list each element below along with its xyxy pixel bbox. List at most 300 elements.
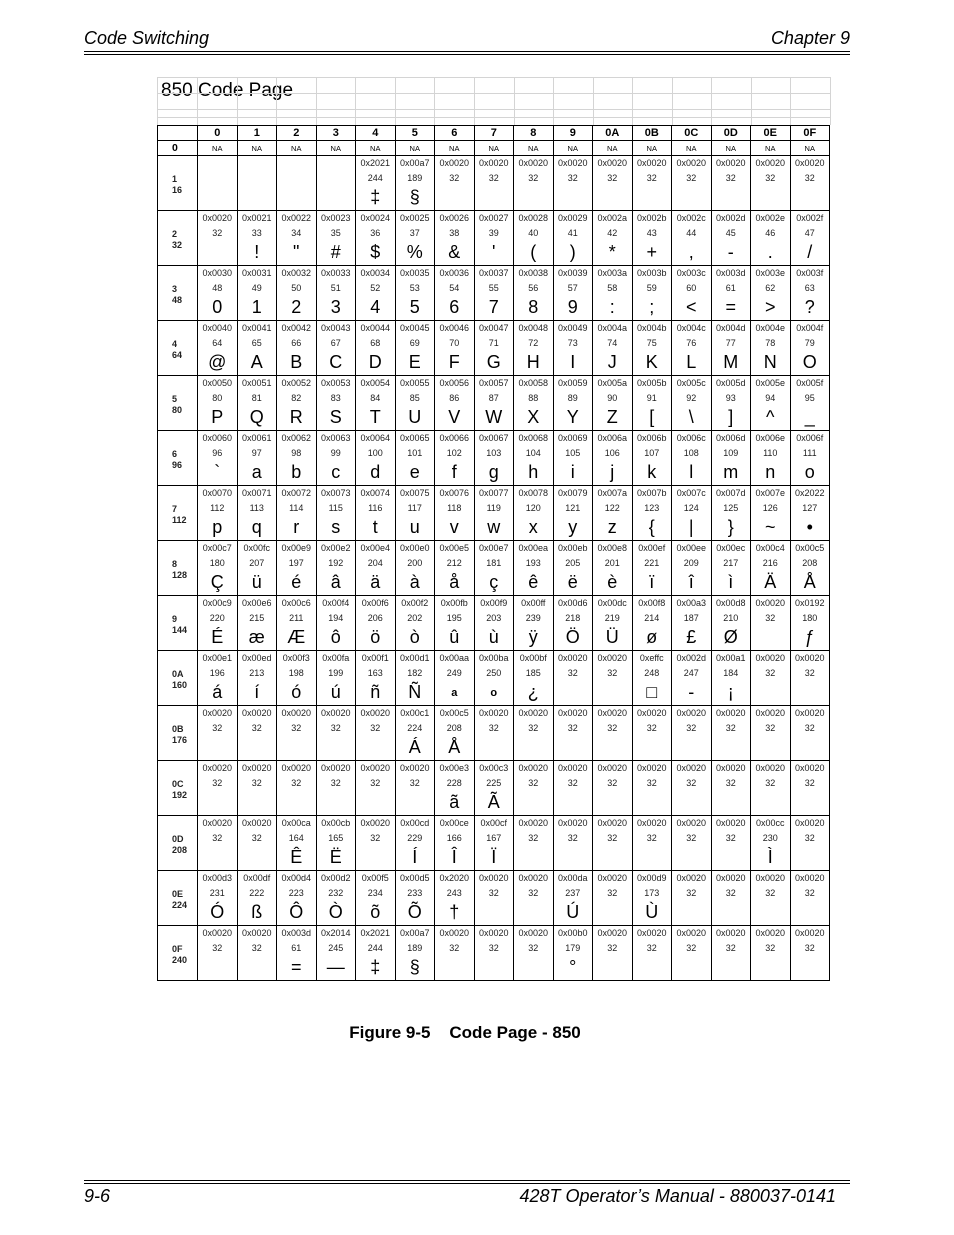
glyph-cell: ‡ [356,955,396,981]
glyph-cell [593,845,633,871]
decimal-code: 32 [711,720,751,735]
glyph-cell: Ù [632,900,672,926]
hex-code: 0x006c [672,431,712,446]
hex-code: 0x00bf [514,651,554,666]
hex-code: 0x0020 [751,871,791,886]
row-label [158,541,198,596]
hex-code: 0x007e [751,486,791,501]
hex-code: 0x00e3 [435,761,475,776]
row-label [158,266,198,321]
glyph-cell: □ [632,680,672,706]
glyph-cell [790,185,830,211]
decimal-code: 59 [632,280,672,295]
glyph-cell: ƒ [790,625,830,651]
table-row-hex [158,651,830,666]
glyph-cell: å [435,570,475,596]
glyph-cell: } [711,515,751,541]
glyph-cell: ö [356,625,396,651]
decimal-code: 55 [474,280,514,295]
hex-code: 0x0032 [277,266,317,281]
glyph-cell: a [435,680,475,706]
glyph-cell [356,790,396,816]
table-row-dec [158,445,830,460]
glyph-cell: P [198,405,238,431]
glyph-cell: Î [435,845,475,871]
table-row-dec [158,830,830,845]
decimal-code: 237 [553,885,593,900]
table-row-dec [158,555,830,570]
row-dec-label: 80 [172,404,183,415]
decimal-code: 73 [553,335,593,350]
column-header: 0D [711,126,751,141]
hex-code: 0x0020 [672,761,712,776]
decimal-code: 33 [237,225,277,240]
hex-code [316,156,356,171]
glyph-cell [632,790,672,816]
table-row-char [158,240,830,266]
hex-code: 0x0036 [435,266,475,281]
decimal-code: 124 [672,500,712,515]
na-cell: NA [277,141,317,156]
glyph-cell [316,735,356,761]
glyph-cell: B [277,350,317,376]
decimal-code: 58 [593,280,633,295]
table-title: 850 Code Page [161,80,294,101]
column-header: 3 [316,126,356,141]
glyph-cell [672,845,712,871]
hex-code: 0x0020 [474,706,514,721]
hex-code: 0x006f [790,431,830,446]
row-hex-label: 1 [172,173,178,184]
row-hex-label: 7 [172,503,178,514]
hex-code: 0x0020 [751,926,791,941]
glyph-cell: ? [790,295,830,321]
decimal-code: 32 [790,720,830,735]
glyph-cell [553,735,593,761]
decimal-code: 32 [514,885,554,900]
hex-code: 0x004c [672,321,712,336]
hex-code: 0x0049 [553,321,593,336]
table-row-hex [158,706,830,721]
hex-code: 0x0059 [553,376,593,391]
glyph-cell: e [395,460,435,486]
glyph-cell: 6 [435,295,475,321]
hex-code: 0x0020 [790,156,830,171]
glyph-cell: ë [553,570,593,596]
hex-code: 0x0033 [316,266,356,281]
hex-code: 0x0020 [711,156,751,171]
decimal-code: 69 [395,335,435,350]
hex-code: 0x0077 [474,486,514,501]
glyph-cell: Á [395,735,435,761]
decimal-code: 32 [474,720,514,735]
hex-code: 0x0020 [553,651,593,666]
decimal-code: 222 [237,885,277,900]
hex-code: 0x00cd [395,816,435,831]
na-cell: NA [435,141,475,156]
decimal-code: 32 [593,170,633,185]
hex-code: 0x003d [711,266,751,281]
row-label [158,871,198,926]
glyph-cell [356,845,396,871]
hex-code: 0x0020 [514,816,554,831]
hex-code: 0x2022 [790,486,830,501]
row-dec-label: 144 [172,624,188,635]
glyph-cell: ñ [356,680,396,706]
glyph-cell [751,735,791,761]
decimal-code: 165 [316,830,356,845]
decimal-code: 244 [356,940,396,955]
hex-code: 0x00d2 [316,871,356,886]
hex-code: 0x0054 [356,376,396,391]
hex-code: 0x00e6 [237,596,277,611]
decimal-code: 223 [277,885,317,900]
decimal-code: 97 [237,445,277,460]
decimal-code: 192 [316,555,356,570]
decimal-code: 72 [514,335,554,350]
decimal-code: 32 [316,720,356,735]
hex-code: 0x00cf [474,816,514,831]
hex-code: 0x00e7 [474,541,514,556]
decimal-code: 228 [435,775,475,790]
na-cell: NA [237,141,277,156]
decimal-code: 32 [711,940,751,955]
glyph-cell: = [277,955,317,981]
table-row-hex [158,266,830,281]
glyph-cell: Y [553,405,593,431]
glyph-cell: ù [474,625,514,651]
table-row-dec [158,390,830,405]
hex-code: 0x004d [711,321,751,336]
decimal-code: 32 [395,775,435,790]
hex-code: 0x00ec [711,541,751,556]
glyph-cell: ° [553,955,593,981]
decimal-code: 119 [474,500,514,515]
table-row-dec [158,225,830,240]
hex-code: 0x00cc [751,816,791,831]
hex-code: 0x002d [672,651,712,666]
hex-code: 0x0020 [672,926,712,941]
glyph-cell: à [395,570,435,596]
glyph-cell: ¿ [514,680,554,706]
hex-code: 0x00fc [237,541,277,556]
glyph-cell: o [474,680,514,706]
glyph-cell: ‡ [356,185,396,211]
decimal-code: 122 [593,500,633,515]
decimal-code: 81 [237,390,277,405]
glyph-cell: ÿ [514,625,554,651]
hex-code: 0x00e1 [198,651,238,666]
column-header: 9 [553,126,593,141]
glyph-cell: 7 [474,295,514,321]
hex-code: 0x0020 [553,706,593,721]
hex-code: 0x0020 [514,926,554,941]
glyph-cell [237,845,277,871]
decimal-code: 89 [553,390,593,405]
hex-code: 0x00e2 [316,541,356,556]
hex-code: 0x0053 [316,376,356,391]
glyph-cell: ø [632,625,672,651]
decimal-code: 32 [790,940,830,955]
decimal-code: 32 [553,830,593,845]
na-cell: NA [316,141,356,156]
decimal-code: 82 [277,390,317,405]
row-hex-label: 0B [172,723,184,734]
decimal-code: 32 [632,170,672,185]
column-header: 0E [751,126,791,141]
glyph-cell: = [711,295,751,321]
glyph-cell: M [711,350,751,376]
glyph-cell: 5 [395,295,435,321]
glyph-cell [198,845,238,871]
hex-code: 0x002b [632,211,672,226]
glyph-cell: • [790,515,830,541]
decimal-code: 32 [751,885,791,900]
hex-code: 0x0020 [198,816,238,831]
decimal-code: 234 [356,885,396,900]
glyph-cell: _ [790,405,830,431]
row-label [158,486,198,541]
glyph-cell: c [316,460,356,486]
decimal-code: 114 [277,500,317,515]
row-hex-label: 8 [172,558,178,569]
glyph-cell: g [474,460,514,486]
header-rule-2 [84,54,850,55]
decimal-code: 32 [514,720,554,735]
column-header: 0A [593,126,633,141]
glyph-cell: Z [593,405,633,431]
hex-code: 0x0021 [237,211,277,226]
glyph-cell: v [435,515,475,541]
na-cell: NA [672,141,712,156]
glyph-cell [198,240,238,266]
decimal-code: 109 [711,445,751,460]
glyph-cell [277,790,317,816]
row-hex-label: 4 [172,338,178,349]
hex-code: 0x0060 [198,431,238,446]
glyph-cell [237,790,277,816]
hex-code: 0x0020 [553,816,593,831]
glyph-cell [553,680,593,706]
decimal-code: 126 [751,500,791,515]
glyph-cell: O [790,350,830,376]
decimal-code: 32 [593,940,633,955]
decimal-code: 52 [356,280,396,295]
decimal-code: 85 [395,390,435,405]
glyph-cell: > [751,295,791,321]
decimal-code: 203 [474,610,514,625]
hex-code: 0x00ef [632,541,672,556]
hex-code: 0x0037 [474,266,514,281]
row-dec-label: 64 [172,349,183,360]
decimal-code: 36 [356,225,396,240]
hex-code: 0x0030 [198,266,238,281]
glyph-cell: E [395,350,435,376]
hex-code: 0x00e9 [277,541,317,556]
decimal-code: 32 [751,610,791,625]
table-row-char [158,900,830,926]
glyph-cell: û [435,625,475,651]
hex-code: 0x0020 [672,706,712,721]
decimal-code: 71 [474,335,514,350]
table-row-hex [158,321,830,336]
decimal-code: 90 [593,390,633,405]
row-label [158,431,198,486]
glyph-cell: J [593,350,633,376]
decimal-code: 233 [395,885,435,900]
hex-code: 0x0020 [632,761,672,776]
glyph-cell: Å [435,735,475,761]
table-row-dec [158,775,830,790]
decimal-code: 244 [356,170,396,185]
decimal-code: 61 [711,280,751,295]
glyph-cell [672,790,712,816]
glyph-cell: ï [632,570,672,596]
hex-code: 0x0070 [198,486,238,501]
hex-code: 0x00c3 [474,761,514,776]
footer-page-number: 9-6 [84,1186,111,1206]
glyph-cell: Ã [474,790,514,816]
row-hex-label: 0C [172,778,184,789]
decimal-code [277,170,317,185]
hex-code: 0x0061 [237,431,277,446]
glyph-cell [198,790,238,816]
row-label [158,376,198,431]
decimal-code: 230 [751,830,791,845]
glyph-cell: Ê [277,845,317,871]
hex-code: 0x0020 [711,706,751,721]
glyph-cell [277,185,317,211]
glyph-cell: Ë [316,845,356,871]
hex-code: 0x0020 [395,761,435,776]
decimal-code: 32 [672,170,712,185]
hex-code: 0x004e [751,321,791,336]
hex-code: 0x00f6 [356,596,396,611]
glyph-cell [672,185,712,211]
hex-code: 0x2020 [435,871,475,886]
glyph-cell: † [435,900,475,926]
hex-code: 0x0020 [356,816,396,831]
glyph-cell: . [751,240,791,266]
decimal-code: 41 [553,225,593,240]
glyph-cell: Æ [277,625,317,651]
hex-code: 0x0192 [790,596,830,611]
hex-code: 0x005f [790,376,830,391]
table-row-hex [158,486,830,501]
row-dec-label: 240 [172,954,188,965]
glyph-cell: Q [237,405,277,431]
hex-code: 0x002d [711,211,751,226]
decimal-code: 32 [553,720,593,735]
glyph-cell [632,955,672,981]
glyph-cell: Ú [553,900,593,926]
decimal-code: 99 [316,445,356,460]
glyph-cell: É [198,625,238,651]
column-header: 4 [356,126,396,141]
decimal-code: 64 [198,335,238,350]
decimal-code: 180 [790,610,830,625]
hex-code: 0x00ed [237,651,277,666]
decimal-code: 105 [553,445,593,460]
decimal-code: 32 [198,775,238,790]
decimal-code: 32 [553,665,593,680]
decimal-code: 102 [435,445,475,460]
hex-code: 0x00df [237,871,277,886]
hex-code: 0x0020 [198,761,238,776]
row-dec-label: 176 [172,734,188,745]
hex-code: 0x0020 [474,926,514,941]
glyph-cell [514,955,554,981]
glyph-cell [790,845,830,871]
hex-code: 0x00f1 [356,651,396,666]
column-header: 0F [790,126,830,141]
glyph-cell: è [593,570,633,596]
glyph-cell [435,185,475,211]
decimal-code: 32 [198,830,238,845]
glyph-cell: f [435,460,475,486]
glyph-cell [553,185,593,211]
hex-code: 0x0020 [435,926,475,941]
glyph-cell: õ [356,900,396,926]
table-row-dec [158,500,830,515]
hex-code: 0x0044 [356,321,396,336]
decimal-code: 120 [514,500,554,515]
column-header: 0C [672,126,712,141]
hex-code: 0x0020 [632,926,672,941]
hex-code: 0x0020 [514,871,554,886]
row-hex-label: 0E [172,888,184,899]
glyph-cell: : [593,295,633,321]
decimal-code: 42 [593,225,633,240]
glyph-cell: q [237,515,277,541]
glyph-cell: ê [514,570,554,596]
hex-code: 0x0020 [790,761,830,776]
row-label [158,156,198,211]
footer-rule [84,1180,850,1181]
decimal-code: 32 [474,885,514,900]
footer-rule-2 [84,1183,850,1184]
decimal-code: 245 [316,940,356,955]
hex-code: 0x00d4 [277,871,317,886]
glyph-cell: £ [672,625,712,651]
decimal-code: 113 [237,500,277,515]
hex-code: 0x0020 [672,871,712,886]
glyph-cell: N [751,350,791,376]
decimal-code: 92 [672,390,712,405]
decimal-code: 199 [316,665,356,680]
decimal-code: 198 [277,665,317,680]
decimal-code: 88 [514,390,554,405]
hex-code: 0x00ce [435,816,475,831]
glyph-cell [237,185,277,211]
hex-code: 0x0020 [751,596,791,611]
decimal-code: 32 [790,830,830,845]
hex-code: 0x0038 [514,266,554,281]
hex-code: 0x00c1 [395,706,435,721]
hex-code: 0x0055 [395,376,435,391]
decimal-code: 243 [435,885,475,900]
decimal-code: 50 [277,280,317,295]
decimal-code: 96 [198,445,238,460]
table-row-dec [158,885,830,900]
hex-code: 0x0020 [553,156,593,171]
glyph-cell [632,845,672,871]
glyph-cell: é [277,570,317,596]
glyph-cell: î [672,570,712,596]
na-cell: NA [593,141,633,156]
glyph-cell: ^ [751,405,791,431]
decimal-code: 224 [395,720,435,735]
